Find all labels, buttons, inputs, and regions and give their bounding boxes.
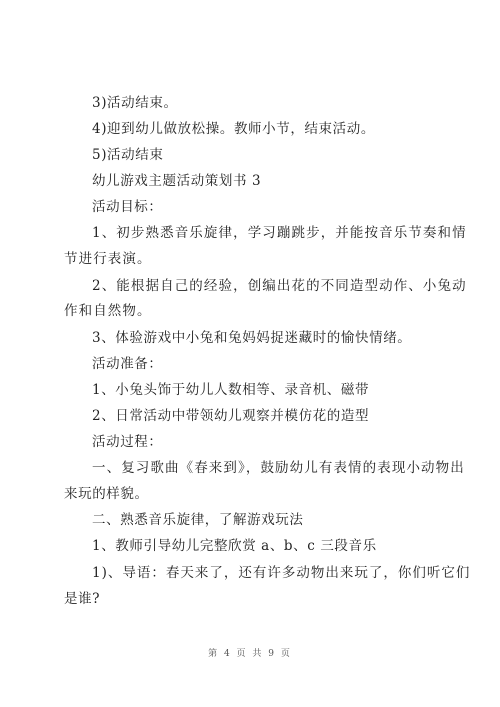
- text-line: 1)、导语：春天来了，还有许多动物出来玩了，你们听它们: [92, 565, 471, 581]
- text-line: 作和自然物。: [64, 303, 152, 319]
- text-line: 一、复习歌曲《春来到》，鼓励幼儿有表情的表现小动物出: [92, 460, 465, 476]
- text-line: 3)活动结束。: [92, 95, 178, 111]
- text-line: 活动准备：: [92, 356, 163, 372]
- text-line: 活动目标：: [92, 199, 163, 215]
- text-line: 1、小兔头饰于幼儿人数相等、录音机、磁带: [92, 382, 370, 398]
- section-heading: 幼儿游戏主题活动策划书 3: [92, 173, 262, 189]
- text-line: 来玩的样貌。: [64, 486, 149, 502]
- page-footer: 第 4 页 共 9 页: [208, 649, 292, 659]
- text-line: 2、日常活动中带领幼儿观察并模仿花的造型: [92, 408, 370, 424]
- text-line: 二、熟悉音乐旋律，了解游戏玩法: [92, 512, 304, 528]
- text-line: 1、教师引导幼儿完整欣赏 a、b、c 三段音乐: [92, 538, 377, 554]
- text-line: 是谁?: [64, 591, 101, 607]
- text-line: 节进行表演。: [64, 251, 152, 267]
- text-line: 5)活动结束: [92, 147, 164, 163]
- text-line: 活动过程：: [92, 434, 163, 450]
- text-line: 3、体验游戏中小兔和兔妈妈捉迷藏时的愉快情绪。: [92, 330, 412, 346]
- text-line: 2、能根据自己的经验，创编出花的不同造型动作、小兔动: [92, 278, 467, 294]
- text-line: 1、初步熟悉音乐旋律，学习蹦跳步，并能按音乐节奏和情: [92, 225, 467, 241]
- text-line: 4)迎到幼儿做放松操。教师小节，结束活动。: [92, 121, 375, 137]
